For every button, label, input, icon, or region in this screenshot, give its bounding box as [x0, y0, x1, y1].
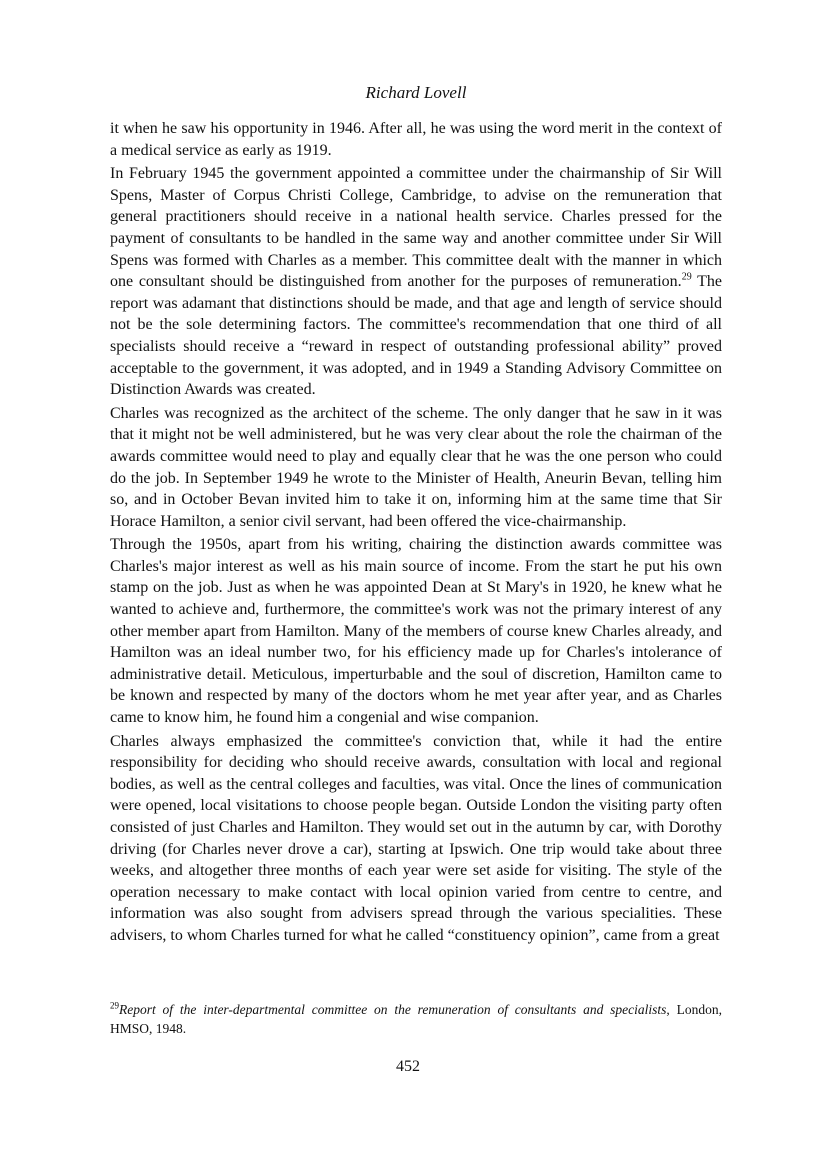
paragraph-1950s: Through the 1950s, apart from his writing, chairing the distinction awards committee was Charles's major interest as well as his main source of income. From the start he put his own stamp on the job. Just as when he was appointed Dean at St Mary's in 1920, he knew what he wanted to achieve and, furthermore, the committee's work was not the primary interest of any other member apart from Hamilton. Many of the members of course knew Charles already, and Hamilton was an ideal number two, for his efficiency made up for Charles's intolerance of administrative detail. Meticulous, imperturbable and the soul of discretion, Hamilton came to be known and respected by many of the doctors whom he met year after year, and as Charles came to know him, he found him a congenial and wise companion.	[110, 536, 722, 727]
paragraph-text: The report was adamant that distinctions should be made, and that age and length of service should not be the sole determining factors. The committee's recommendation that one third of all specialists should receive a “reward in respect of outstanding professional ability” proved acceptable to the government, it was adopted, and in 1949 a Standing Advisory Committee on Distinction Awards was created.	[110, 273, 722, 399]
footnote-number: 29	[110, 1000, 119, 1011]
paragraph-text: In February 1945 the government appointed a committee under the chairmanship of Sir Will Spens, Master of Corpus Christi College, Cambridge, to advise on the remuneration that general practitioners should receive in a national health service. Charles pressed for the payment of consultants to be handled in the same way and another committee under Sir Will Spens was formed with Charles as a member. This committee dealt with the manner in which one consultant should be distinguished from another for the purposes of remuneration.	[110, 165, 722, 291]
paragraph-spens-committee	[110, 163, 722, 401]
page-content	[110, 82, 722, 947]
running-head: Richard Lovell	[365, 83, 467, 102]
footnote-reference: 29	[681, 271, 692, 283]
body-text	[110, 118, 722, 947]
paragraph-continuation: it when he saw his opportunity in 1946. After all, he was using the word merit in the context of a medical service as early as 1919.	[110, 120, 722, 159]
footnote	[110, 1000, 722, 1038]
page-number: 452	[396, 1058, 420, 1075]
footnote-title: Report of the inter-departmental committee on the remuneration of consultants and specialists	[119, 1002, 667, 1017]
paragraph-architect: Charles was recognized as the architect of the scheme. The only danger that he saw in it was that it might not be well administered, but he was very clear about the role the chairman of the awards committee would need to play and equally clear that he was the one person who could do the job. In September 1949 he wrote to the Minister of Health, Aneurin Bevan, telling him so, and in October Bevan invited him to take it on, informing him at the same time that Sir Horace Hamilton, a senior civil servant, had been offered the vice-chairmanship.	[110, 404, 722, 530]
paragraph-visitations: Charles always emphasized the committee's conviction that, while it had the entire responsibility for deciding who should receive awards, consultation with local and regional bodies, as well as the central colleges and faculties, was vital. Once the lines of communication were opened, local visitations to choose people began. Outside London the visiting party often consisted of just Charles and Hamilton. They would set out in the autumn by car, with Dorothy driving (for Charles never drove a car), starting at Ipswich. One trip would take about three weeks, and altogether three months of each year were set aside for visiting. The style of the operation necessary to make contact with local opinion varied from centre to centre, and information was also sought from advisers spread through the various specialities. These advisers, to whom Charles turned for what he called “constituency opinion”, came from a great	[110, 732, 722, 944]
footnote-publication: , London, HMSO, 1948.	[110, 1002, 722, 1036]
